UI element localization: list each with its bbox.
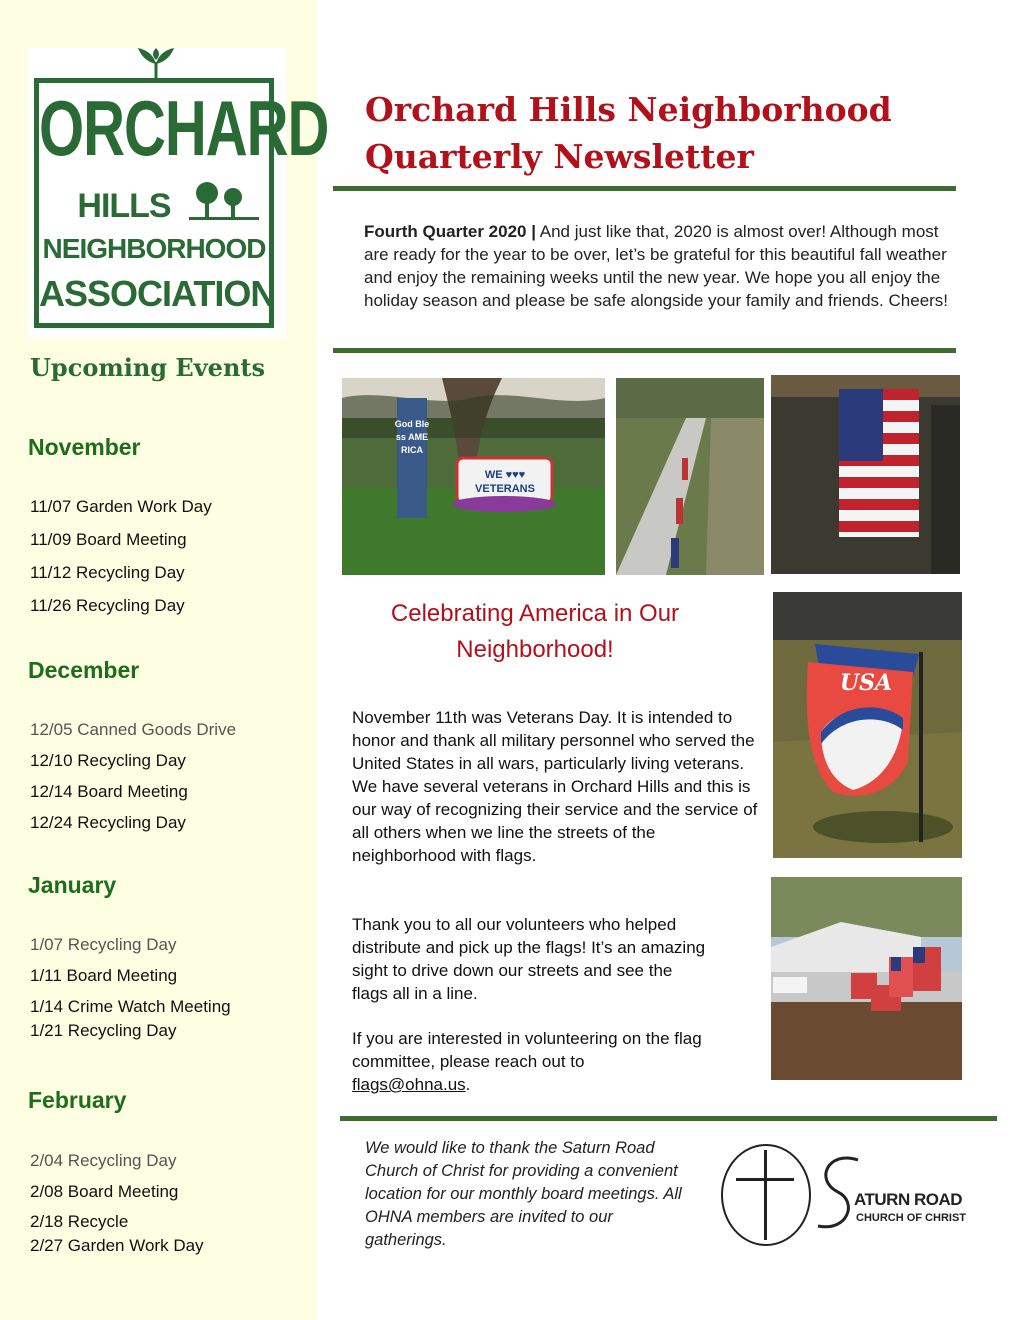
event-item: 12/05 Canned Goods Drive [30, 720, 237, 739]
article-paragraph: Thank you to all our volunteers who helped distribute and pick up the flags! It’s an amazing sight to drive down our streets and see the flags all in a line. [352, 915, 706, 1003]
event-item: 1/11 Board Meeting [30, 966, 178, 985]
page-title [365, 86, 892, 180]
event-item: 12/14 Board Meeting [30, 782, 188, 801]
ohna-logo [28, 48, 329, 338]
event-item: 1/07 Recycling Day [30, 935, 177, 954]
event-item: 11/07 Garden Work Day [30, 497, 212, 516]
divider [333, 186, 956, 191]
volunteer-text: If you are interested in volunteering on the flag committee, please reach out to [352, 1029, 702, 1071]
logo-word-association: ASSOCIATION [39, 273, 276, 314]
trees-icon [189, 179, 259, 223]
article-heading [352, 596, 718, 668]
intro-text: And just like that, 2020 is almost over! Although most are ready for the year to be over, let’s be grateful for this beautiful fall weather and enjoy the remaining weeks until the new year. We hope you all enjoy the holiday season and please be safe alongside your family and friends. Cheers! [364, 222, 949, 310]
divider [340, 1116, 997, 1121]
photo-garden-flag [773, 592, 962, 858]
article-paragraph: November 11th was Veterans Day. It is intended to honor and thank all military personnel who served the United States in all wars, particularly living veterans. We have several veterans in Orchard Hills and this is our way of recognizing their service and the service of all others when we line the streets of the neighborhood with flags. [352, 708, 758, 865]
event-item: 11/09 Board Meeting [30, 530, 187, 549]
event-item: 1/21 Recycling Day [30, 1021, 177, 1040]
logo-word-neighborhood: NEIGHBORHOOD [42, 233, 266, 264]
logo-word-orchard: ORCHARD [39, 84, 329, 173]
photo-lawn-flags [771, 877, 962, 1080]
event-item: 2/08 Board Meeting [30, 1182, 179, 1201]
punctuation: . [465, 1075, 471, 1094]
event-item: 11/12 Recycling Day [30, 563, 185, 582]
upcoming-events-title: Upcoming Events [30, 353, 265, 382]
event-item: 2/18 Recycle [30, 1212, 129, 1231]
title-line: Quarterly Newsletter [365, 137, 754, 176]
divider [333, 348, 956, 353]
article-heading-line: Neighborhood! [456, 636, 614, 663]
month-heading: February [28, 1087, 127, 1113]
leaf-icon [136, 48, 176, 82]
logo-frame [34, 78, 329, 328]
thanks-note: We would like to thank the Saturn Road Church of Christ for providing a convenient location for our monthly board meetings. All OHNA members are invited to our gatherings. [365, 1139, 682, 1249]
garden-flag-text: USA [839, 670, 893, 696]
veterans-sign-text: WE ♥♥♥ VETERANS [475, 469, 535, 495]
photo-sidewalk-flags [616, 378, 764, 575]
event-item: 1/14 Crime Watch Meeting [30, 997, 231, 1016]
intro-lead: Fourth Quarter 2020 | [364, 222, 536, 241]
church-name: ATURN ROAD [854, 1190, 963, 1209]
month-heading: November [28, 434, 141, 460]
title-line: Orchard Hills Neighborhood [365, 90, 892, 129]
email-link[interactable]: flags@ohna.us [352, 1075, 466, 1094]
church-subtitle: CHURCH OF CHRIST [856, 1212, 966, 1224]
photo-yard-signs [342, 378, 605, 575]
photo-porch-flag [771, 375, 960, 574]
logo-word-hills: HILLS [77, 187, 171, 225]
event-item: 2/04 Recycling Day [30, 1151, 177, 1170]
sign-text: God Bless AMERICA [394, 419, 430, 455]
intro-paragraph [364, 220, 962, 312]
event-item: 2/27 Garden Work Day [30, 1236, 204, 1255]
month-heading: December [28, 657, 140, 683]
article-paragraph [352, 1027, 722, 1096]
event-item: 12/24 Recycling Day [30, 813, 186, 832]
event-item: 11/26 Recycling Day [30, 596, 185, 615]
article-heading-line: Celebrating America in Our [390, 600, 680, 627]
month-heading: January [28, 872, 117, 898]
church-logo [718, 1140, 968, 1250]
event-item: 12/10 Recycling Day [30, 751, 186, 770]
